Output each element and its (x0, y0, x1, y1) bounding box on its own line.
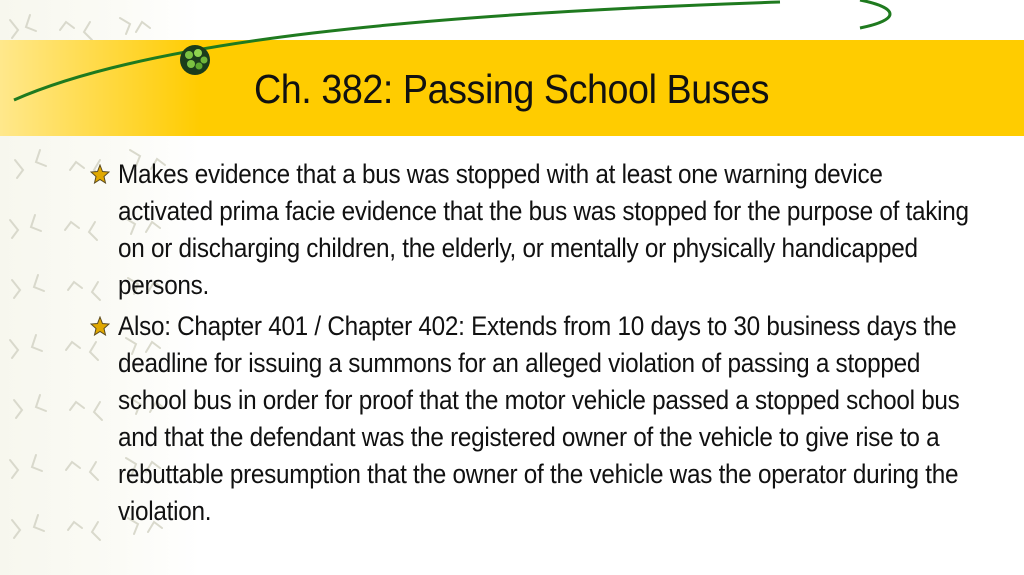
green-ball-logo-icon (177, 44, 213, 76)
star-bullet-icon (90, 164, 110, 184)
bullet-text: Makes evidence that a bus was stopped with at least one warning device activated prima facie evidence that the bus was stopped for the purpose of taking on or discharging children, the elderly, or mentally or physically handicapped persons. (118, 159, 969, 300)
bullet-item (90, 156, 1010, 304)
star-bullet-icon (90, 316, 110, 336)
slide-content (90, 156, 1010, 534)
page-title: Ch. 382: Passing School Buses (254, 66, 770, 112)
bullet-item (90, 308, 1010, 530)
bullet-text: Also: Chapter 401 / Chapter 402: Extends from 10 days to 30 business days the deadline for issuing a summons for an alleged violation of passing a stopped school bus in order for proof that the motor vehicle passed a stopped school bus and that the defendant was the registered owner of the vehicle to give rise to a rebuttable presumption that the owner of the vehicle was the operator during the violation. (118, 311, 960, 526)
